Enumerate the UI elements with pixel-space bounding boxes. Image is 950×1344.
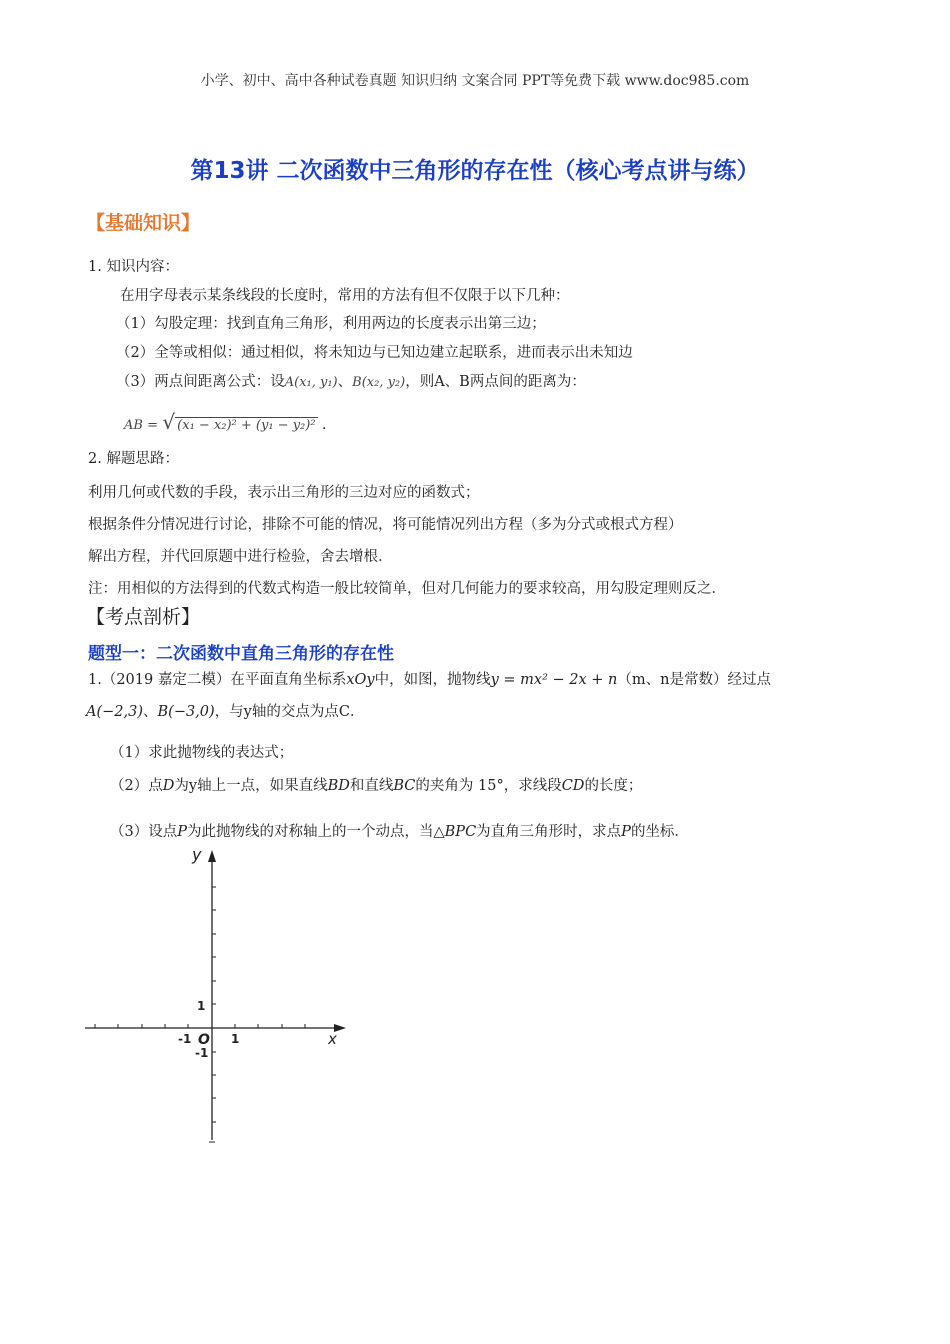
section-basic-knowledge: 【基础知识】 bbox=[86, 212, 201, 234]
q1-separator: 、 bbox=[143, 704, 158, 720]
q1-point-a: A(−2,3) bbox=[86, 704, 143, 720]
approach-step-2: 根据条件分情况进行讨论，排除不可能的情况，将可能情况列出方程（多为分式或根式方程） bbox=[88, 517, 683, 533]
y-axis-arrow-icon bbox=[208, 850, 216, 862]
question-1-line-1 bbox=[88, 668, 771, 689]
distance-formula-suffix: ，则A、B两点间的距离为： bbox=[405, 374, 586, 390]
q1p2-a: （2）点 bbox=[110, 778, 163, 794]
sqrt-icon: √ bbox=[162, 410, 176, 434]
section-analysis: 【考点剖析】 bbox=[86, 606, 201, 628]
y-tick-label-1: 1 bbox=[197, 999, 206, 1013]
question-type-1: 题型一：二次函数中直角三角形的存在性 bbox=[88, 644, 394, 664]
origin-label: O bbox=[198, 1032, 210, 1048]
q1-coord-system: xOy bbox=[346, 672, 375, 688]
x-tick-label-neg1: -1 bbox=[178, 1032, 192, 1046]
distance-formula-prefix: （3）两点间距离公式：设 bbox=[116, 374, 285, 390]
question-1-line-2 bbox=[86, 700, 364, 721]
question-1-part-3 bbox=[110, 820, 689, 841]
q1-text-c: （m、n是常数）经过点 bbox=[617, 672, 771, 688]
page-header: 小学、初中、高中各种试卷真题 知识归纳 文案合同 PPT等免费下载 www.doc985.com bbox=[200, 73, 750, 89]
x-axis-label: x bbox=[328, 1030, 337, 1048]
knowledge-item-1: 1. 知识内容： bbox=[88, 259, 179, 275]
method-similarity: （2）全等或相似：通过相似，将未知边与已知边建立起联系，进而表示出未知边 bbox=[116, 345, 633, 361]
formula-lhs: AB = bbox=[124, 418, 158, 433]
coords-separator: 、 bbox=[337, 374, 353, 390]
q1p3-d: 的坐标． bbox=[630, 824, 689, 840]
q1p3-point-p: P bbox=[177, 824, 187, 840]
q1p2-line-bd: BD bbox=[327, 778, 350, 794]
y-axis-label: y bbox=[192, 845, 202, 864]
q1p2-c: 和直线 bbox=[349, 778, 394, 794]
method-distance-formula bbox=[116, 370, 586, 391]
q1-text-rest: ，与y轴的交点为点C． bbox=[214, 704, 365, 720]
x-tick-label-1: 1 bbox=[231, 1032, 240, 1046]
formula-radicand: (x₁ − x₂)² + (y₁ − y₂)² bbox=[177, 418, 316, 433]
point-b-coords: B(x₂, y₂) bbox=[352, 375, 406, 390]
coordinate-graph bbox=[80, 840, 360, 1150]
point-a-coords: A(x₁, y₁) bbox=[284, 375, 338, 390]
question-1-part-1: （1）求此抛物线的表达式； bbox=[110, 745, 294, 761]
q1p2-segment-cd: CD bbox=[561, 778, 585, 794]
knowledge-item-2: 2. 解题思路： bbox=[88, 451, 179, 467]
q1-point-b: B(−3,0) bbox=[157, 704, 215, 720]
q1p3-a: （3）设点 bbox=[110, 824, 178, 840]
q1p3-c: 为直角三角形时，求点 bbox=[476, 824, 622, 840]
question-1-part-2 bbox=[110, 774, 642, 795]
method-pythagorean: （1）勾股定理：找到直角三角形，利用两边的长度表示出第三边； bbox=[116, 316, 546, 332]
q1p3-point-p-2: P bbox=[621, 824, 631, 840]
distance-formula bbox=[124, 410, 326, 434]
approach-step-3: 解出方程，并代回原题中进行检验，舍去增根． bbox=[88, 549, 393, 565]
q1p2-e: 的长度； bbox=[584, 778, 643, 794]
q1-source: 1.（2019 嘉定二模）在平面直角坐标系 bbox=[88, 672, 347, 688]
approach-step-1: 利用几何或代数的手段，表示出三角形的三边对应的函数式； bbox=[88, 485, 480, 501]
page-title: 第13讲 二次函数中三角形的存在性（核心考点讲与练） bbox=[190, 158, 760, 184]
q1p2-d: 的夹角为 15°，求线段 bbox=[415, 778, 562, 794]
q1p3-triangle-bpc: BPC bbox=[444, 824, 477, 840]
q1p2-line-bc: BC bbox=[393, 778, 416, 794]
approach-note: 注：用相似的方法得到的代数式构造一般比较简单，但对几何能力的要求较高，用勾股定理则反之． bbox=[88, 581, 726, 597]
q1p3-b: 为此抛物线的对称轴上的一个动点，当△ bbox=[187, 824, 445, 840]
q1-parabola-equation: y = mx² − 2x + n bbox=[490, 672, 618, 688]
knowledge-intro: 在用字母表示某条线段的长度时，常用的方法有但不仅限于以下几种： bbox=[120, 288, 570, 304]
y-tick-label-neg1: -1 bbox=[195, 1046, 209, 1060]
formula-end: . bbox=[322, 417, 327, 433]
q1p2-b: 为y轴上一点，如果直线 bbox=[174, 778, 328, 794]
q1p2-point-d: D bbox=[162, 778, 175, 794]
q1-text-b: 中，如图，抛物线 bbox=[374, 672, 491, 688]
